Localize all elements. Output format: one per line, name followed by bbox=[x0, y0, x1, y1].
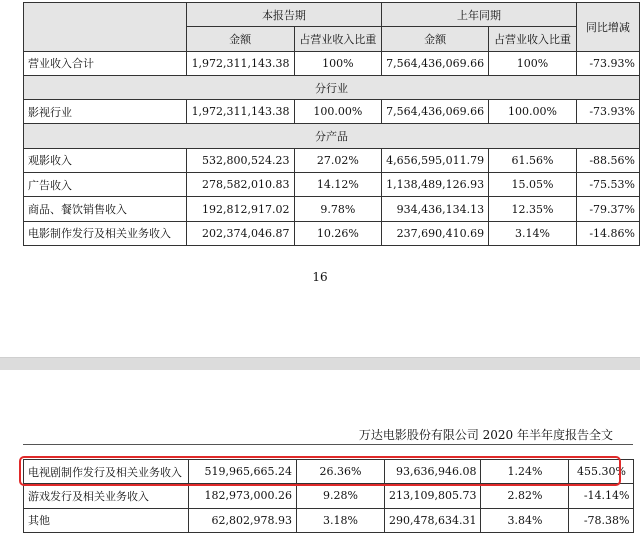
current-amount-cell: 532,800,524.23 bbox=[186, 148, 294, 172]
header-row-1 bbox=[24, 3, 640, 27]
header-amount-current: 金额 bbox=[186, 27, 294, 51]
section-title-product: 分产品 bbox=[24, 124, 640, 148]
prior-amount-cell: 290,478,634.31 bbox=[385, 508, 481, 532]
current-amount-cell: 278,582,010.83 bbox=[186, 173, 294, 197]
current-share-cell: 100.00% bbox=[294, 100, 382, 124]
row-label: 观影收入 bbox=[24, 148, 187, 172]
table-row bbox=[24, 197, 640, 221]
yoy-change-cell: -78.38% bbox=[569, 508, 634, 532]
yoy-change-cell: -73.93% bbox=[576, 51, 639, 75]
yoy-change-cell: -73.93% bbox=[576, 100, 639, 124]
page-break-divider bbox=[0, 357, 640, 370]
yoy-change-cell: -14.14% bbox=[569, 484, 634, 508]
current-share-cell: 27.02% bbox=[294, 148, 382, 172]
current-amount-cell: 519,965,665.24 bbox=[189, 460, 297, 484]
header-prior-period: 上年同期 bbox=[382, 3, 577, 27]
prior-share-cell: 61.56% bbox=[489, 148, 577, 172]
table-row bbox=[24, 221, 640, 245]
table-row bbox=[24, 508, 634, 532]
yoy-change-cell: -14.86% bbox=[576, 221, 639, 245]
current-share-cell: 10.26% bbox=[294, 221, 382, 245]
row-label: 其他 bbox=[24, 508, 189, 532]
table-row bbox=[24, 173, 640, 197]
prior-share-cell: 2.82% bbox=[481, 484, 569, 508]
current-share-cell: 9.78% bbox=[294, 197, 382, 221]
table-row bbox=[24, 100, 640, 124]
report-running-header: 万达电影股份有限公司 2020 年半年度报告全文 bbox=[358, 428, 613, 442]
row-label: 广告收入 bbox=[24, 173, 187, 197]
prior-amount-cell: 213,109,805.73 bbox=[385, 484, 481, 508]
header-blank-cell bbox=[24, 3, 187, 52]
yoy-change-cell: -75.53% bbox=[576, 173, 639, 197]
prior-share-cell: 100.00% bbox=[489, 100, 577, 124]
current-amount-cell: 202,374,046.87 bbox=[186, 221, 294, 245]
current-amount-cell: 1,972,311,143.38 bbox=[186, 100, 294, 124]
header-current-period: 本报告期 bbox=[186, 3, 381, 27]
current-amount-cell: 192,812,917.02 bbox=[186, 197, 294, 221]
row-label: 电影制作发行及相关业务收入 bbox=[24, 221, 187, 245]
row-label: 电视剧制作发行及相关业务收入 bbox=[24, 460, 189, 484]
yoy-change-cell: -79.37% bbox=[576, 197, 639, 221]
current-amount-cell: 62,802,978.93 bbox=[189, 508, 297, 532]
section-row-industry bbox=[24, 75, 640, 99]
current-amount-cell: 182,973,000.26 bbox=[189, 484, 297, 508]
header-share-prior: 占营业收入比重 bbox=[489, 27, 577, 51]
yoy-change-cell: -88.56% bbox=[576, 148, 639, 172]
prior-share-cell: 12.35% bbox=[489, 197, 577, 221]
prior-amount-cell: 7,564,436,069.66 bbox=[382, 51, 489, 75]
header-amount-prior: 金额 bbox=[382, 27, 489, 51]
section-row-product bbox=[24, 124, 640, 148]
table-row bbox=[24, 148, 640, 172]
row-label: 游戏发行及相关业务收入 bbox=[24, 484, 189, 508]
current-share-cell: 100% bbox=[294, 51, 382, 75]
row-label: 商品、餐饮销售收入 bbox=[24, 197, 187, 221]
table-row bbox=[24, 484, 634, 508]
prior-amount-cell: 7,564,436,069.66 bbox=[382, 100, 489, 124]
revenue-composition-table-continued bbox=[23, 459, 634, 533]
row-label: 营业收入合计 bbox=[24, 51, 187, 75]
current-share-cell: 26.36% bbox=[297, 460, 385, 484]
prior-share-cell: 100% bbox=[489, 51, 577, 75]
current-share-cell: 9.28% bbox=[297, 484, 385, 508]
current-share-cell: 14.12% bbox=[294, 173, 382, 197]
prior-amount-cell: 1,138,489,126.93 bbox=[382, 173, 489, 197]
prior-amount-cell: 237,690,410.69 bbox=[382, 221, 489, 245]
yoy-change-cell: 455.30% bbox=[569, 460, 634, 484]
header-yoy-change: 同比增减 bbox=[576, 3, 639, 52]
current-amount-cell: 1,972,311,143.38 bbox=[186, 51, 294, 75]
revenue-composition-table bbox=[23, 2, 640, 246]
page-number: 16 bbox=[312, 270, 328, 284]
prior-amount-cell: 93,636,946.08 bbox=[385, 460, 481, 484]
prior-share-cell: 3.84% bbox=[481, 508, 569, 532]
prior-share-cell: 1.24% bbox=[481, 460, 569, 484]
table-row-highlighted bbox=[24, 460, 634, 484]
row-label: 影视行业 bbox=[24, 100, 187, 124]
prior-share-cell: 15.05% bbox=[489, 173, 577, 197]
prior-share-cell: 3.14% bbox=[489, 221, 577, 245]
prior-amount-cell: 4,656,595,011.79 bbox=[382, 148, 489, 172]
section-title-industry: 分行业 bbox=[24, 75, 640, 99]
total-revenue-row bbox=[24, 51, 640, 75]
header-share-current: 占营业收入比重 bbox=[294, 27, 382, 51]
current-share-cell: 3.18% bbox=[297, 508, 385, 532]
prior-amount-cell: 934,436,134.13 bbox=[382, 197, 489, 221]
header-rule-line bbox=[23, 444, 633, 445]
